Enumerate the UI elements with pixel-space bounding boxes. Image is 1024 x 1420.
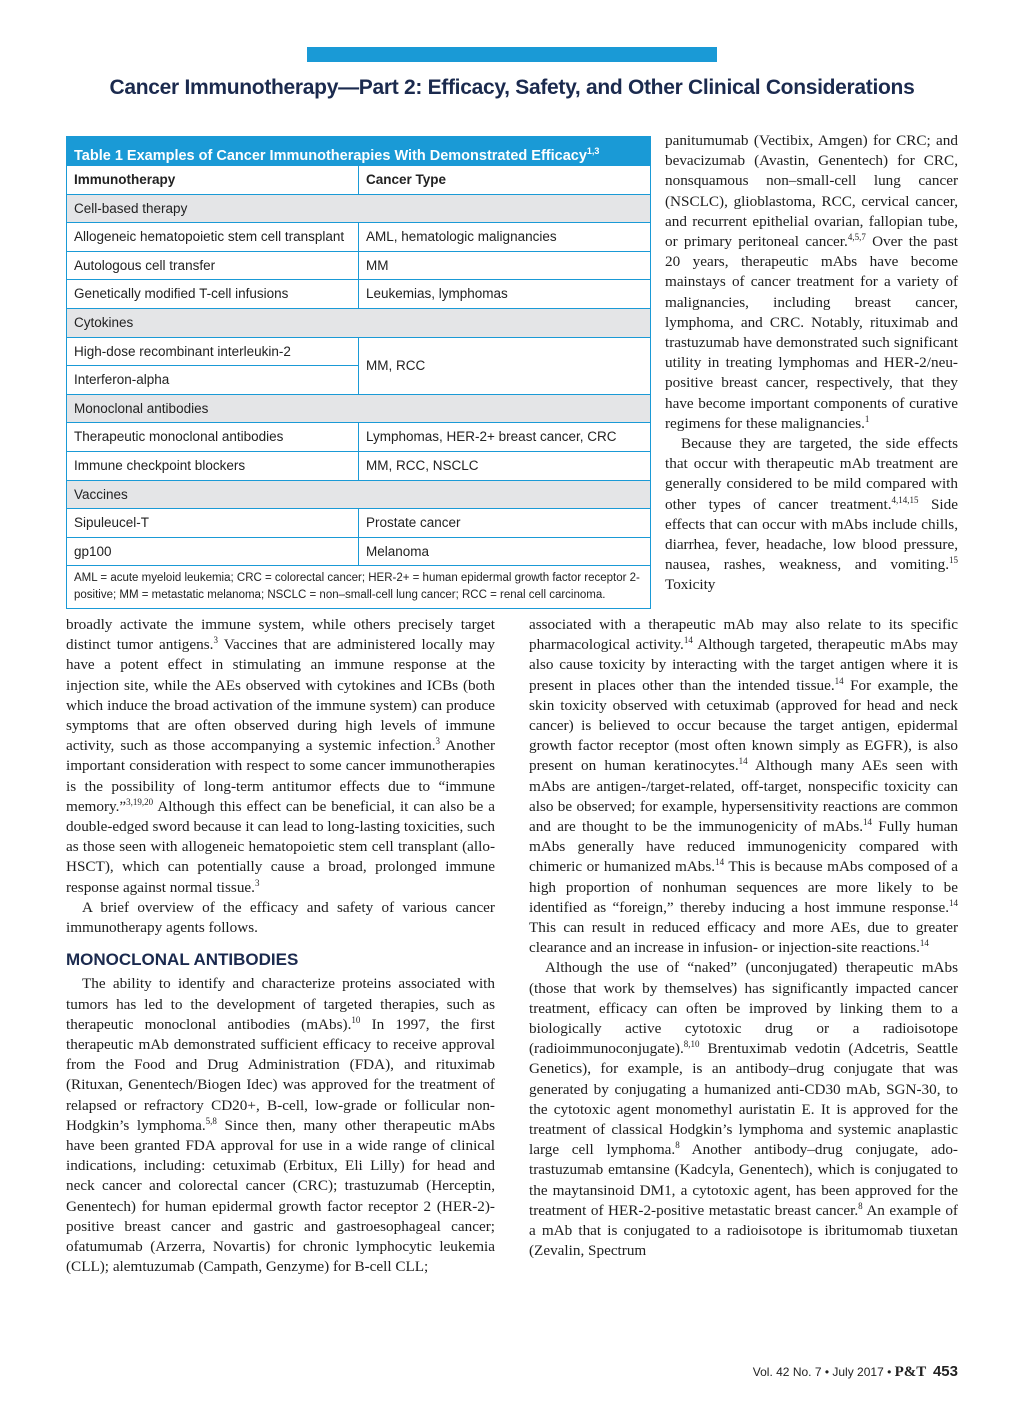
table-row [67, 537, 650, 566]
section-heading: MONOCLONAL ANTIBODIES [66, 950, 299, 970]
cell: MM [366, 257, 389, 273]
table-row [67, 451, 650, 480]
cell: Melanoma [366, 543, 430, 559]
cell: Lymphomas, HER-2+ breast cancer, CRC [366, 429, 617, 445]
page-number: 453 [932, 1363, 958, 1380]
footer-date: July 2017 [832, 1365, 884, 1379]
cell: Prostate cancer [366, 515, 461, 531]
paragraph: associated with a therapeutic mAb may also relate to its specific pharmacological activity.$^{14}$ Although targeted, therapeutic mAbs may also cause toxicity by interacting with the target antigen where it is present in places other than the intended tissue.$^{14}$ For example, the skin toxicity observed with cetuximab (approved for head and neck cancer) is believed to occur because the target antigen, epidermal growth factor receptor (most often known simply as EGFR), is also present on human keratinocytes.$^{14}$ Although many AEs seen with mAbs are antigen-/target-related, off-target, nonspecific toxicity can also be observed; for example, hypersensitivity reactions are common and are thought to be the immunogenicity of mAbs.$^{14}$ Fully human mAbs generally have reduced immunogenicity compared with chimeric or humanized mAbs.$^{14}$ This is because mAbs composed of a high proportion of nonhuman sequences are more likely to be identified as “foreign,” thereby inducing a host immune response.$^{14}$ This can result in reduced efficacy and more AEs, due to greater clearance and an increase in infusion- or injection-site reactions.$^{14}$ [529, 616, 958, 957]
header-immunotherapy: Immunotherapy [67, 166, 359, 194]
paragraph: broadly activate the immune system, while others precisely target distinct tumor antigens.$^3$ Vaccines that are administered locally may have a potent effect in stimulating an immune response at the injection site, while the AEs observed with cytokines and ICBs (both which induce the broad activation of the immune system) can produce symptoms that are often observed during high levels of immune activity, such as those accompanying a systemic infection.$^3$ Another important consideration with respect to some cancer immunotherapies is the possibility of long-term antitumor effects due to “immune memory.”$^{3,19,20}$ Although this effect can be beneficial, it can also be a double-edged sword because it can lead to long-lasting toxicities, such as those seen with allogeneic hematopoietic stem cell transplant (allo-HSCT), which can potentially cause a broad, prolonged immune response against normal tissue.$^3$ [66, 616, 495, 896]
cell: MM, RCC, NSCLC [366, 457, 479, 473]
table-1 [66, 136, 651, 609]
table-row [67, 251, 650, 280]
cell: Sipuleucel-T [67, 509, 359, 537]
table-caption: Table 1 Examples of Cancer Immunotherapies With Demonstrated Efficacy$^{1,3}$ [67, 137, 650, 165]
cell: Therapeutic monoclonal antibodies [67, 423, 359, 451]
right-column [529, 615, 958, 1262]
paragraph: A brief overview of the efficacy and safety of various cancer immunotherapy agents follows. [66, 898, 495, 937]
table-row [67, 508, 650, 537]
table-section: Vaccines [67, 480, 650, 509]
left-column [66, 615, 495, 1278]
cell: Autologous cell transfer [67, 252, 359, 280]
table-header-row [67, 165, 650, 194]
cell: Genetically modified T-cell infusions [67, 280, 359, 308]
paragraph: panitumumab (Vectibix, Amgen) for CRC; and bevacizumab (Avastin, Genentech) for CRC, nonsquamous non–small-cell lung cancer (NSCLC), glioblastoma, RCC, cervical cancer, and recurrent epithelial ovarian, fallopian tube, or primary peritoneal cancer.$^{4,5,7}$ Over the past 20 years, therapeutic mAbs have become mainstays of cancer treatment for a variety of malignancies, including breast cancer, lymphoma, and CRC. Notably, rituximab and trastuzumab have demonstrated such significant utility in treating lymphomas and HER-2/neu-positive breast cancer, respectively, that they have become important components of curative regimens for these malignancies.$^1$ [665, 132, 958, 432]
table-row [67, 422, 650, 451]
footer-journal: P&T [894, 1364, 927, 1380]
paragraph: Although the use of “naked” (unconjugated) therapeutic mAbs (those that work by themselves) has significantly impacted cancer treatment, efficacy can often be improved by linking them to a biologically active cytotoxic drug or a radioisotope (radioimmunoconjugate).$^{8,10}$ Brentuximab vedotin (Adcetris, Seattle Genetics), for example, is an antibody–drug conjugate that was generated by conjugating a humanized anti-CD30 mAb, SGN-30, to the cytotoxic agent monomethyl auristatin E. It is approved for the treatment of classical Hodgkin’s lymphoma and systemic anaplastic large cell lymphoma.$^8$ Another antibody–drug conjugate, ado-trastuzumab emtansine (Kadcyla, Genentech), which is conjugated to the maytansinoid DM1, a cytotoxic agent, has been approved for the treatment of HER-2-positive metastatic breast cancer.$^8$ An example of a mAb that is conjugated to a radioisotope is ibritumomab tiuxetan (Zevalin, Spectrum [529, 959, 958, 1260]
cell: Allogeneic hematopoietic stem cell transplant [67, 223, 359, 251]
right-column-top [665, 131, 958, 596]
header-accent-bar [307, 47, 717, 62]
cell: gp100 [67, 538, 359, 566]
paragraph: The ability to identify and characterize proteins associated with tumors has led to the development of targeted therapies, such as therapeutic monoclonal antibodies (mAbs).$^{10}$ In 1997, the first therapeutic mAb demonstrated sufficient efficacy to receive approval from the Food and Drug Administration (FDA), and rituximab (Rituxan, Genentech/Biogen Idec) was approved for the treatment of relapsed or refractory CD20+, B-cell, low-grade or follicular non-Hodgkin’s lymphoma.$^{5,8}$ Since then, many other therapeutic mAbs have been granted FDA approval for use in a wide range of clinical indications, including: cetuximab (Erbitux, Eli Lilly) for head and neck cancer and colorectal cancer (CRC); trastuzumab (Herceptin, Genentech) for human epidermal growth factor receptor 2 (HER-2)-positive breast cancer and gastric and gastroesophageal cancer; ofatumumab (Arzerra, Novartis) for chronic lymphocytic leukemia (CLL); alemtuzumab (Campath, Genzyme) for B-cell CLL; [66, 975, 495, 1276]
page-title: Cancer Immunotherapy—Part 2: Efficacy, Safety, and Other Clinical Considerations [109, 76, 915, 99]
cell: Leukemias, lymphomas [366, 286, 508, 302]
table-footnote: AML = acute myeloid leukemia; CRC = colorectal cancer; HER-2+ = human epidermal growth factor receptor 2-positive; MM = metastatic melanoma; NSCLC = non–small-cell lung cancer; RCC = renal cell carcinoma. [67, 565, 650, 608]
header-cancer-type: Cancer Type [366, 172, 447, 187]
page-footer: Vol. 42 No. 7 • July 2017 • P&T 453 [752, 1363, 958, 1380]
cell: AML, hematologic malignancies [366, 229, 557, 245]
cell: Interferon-alpha [67, 365, 358, 394]
table-section: Monoclonal antibodies [67, 394, 650, 423]
cell: High-dose recombinant interleukin-2 [74, 343, 291, 359]
cell: MM, RCC [366, 358, 426, 374]
paragraph: Because they are targeted, the side effects that occur with therapeutic mAb treatment are generally considered to be mild compared with other types of cancer treatment.$^{4,14,15}$ Side effects that can occur with mAbs include chills, diarrhea, fever, headache, low blood pressure, nausea, rashes, weakness, and vomiting.$^{15}$ Toxicity [665, 435, 958, 594]
table-section: Cytokines [67, 308, 650, 337]
footer-volume: Vol. 42 No. 7 [752, 1365, 822, 1379]
table-row [67, 222, 650, 251]
table-section: Cell-based therapy [67, 194, 650, 223]
cell: Immune checkpoint blockers [67, 452, 359, 480]
table-row [67, 279, 650, 308]
table-row-merged [67, 337, 650, 394]
